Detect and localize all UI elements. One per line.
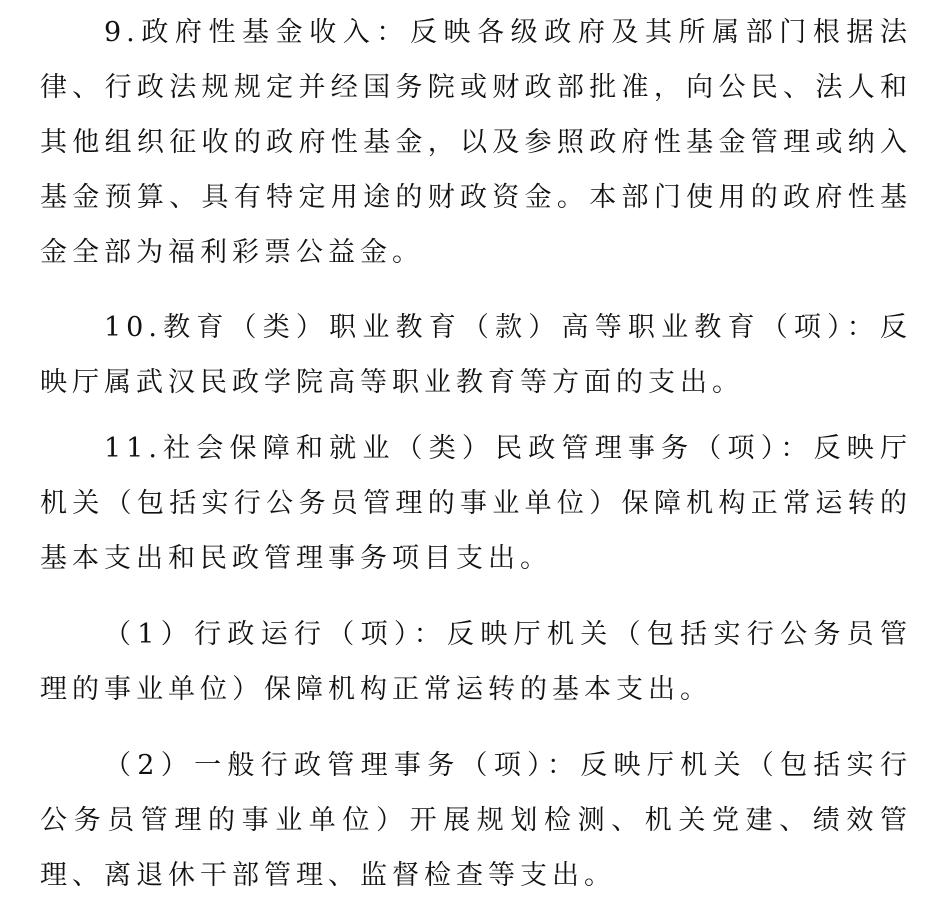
paragraph-civil-affairs-management: 11.社会保障和就业（类）民政管理事务（项）：反映厅机关（包括实行公务员管理的事业单位）保障机构正常运转的基本支出和民政管理事务项目支出。 [40,433,912,574]
paragraph-administrative-operation: （1）行政运行（项）：反映厅机关（包括实行公务员管理的事业单位）保障机构正常运转的基本支出。 [40,619,912,705]
paragraph-general-administrative-affairs: （2）一般行政管理事务（项）：反映厅机关（包括实行公务员管理的事业单位）开展规划检测、机关党建、绩效管理、离退休干部管理、监督检查等支出。 [40,750,912,891]
paragraph-vocational-education: 10.教育（类）职业教育（款）高等职业教育（项）：反映厅属武汉民政学院高等职业教育等方面的支出。 [40,312,912,398]
paragraph-government-fund-revenue: 9.政府性基金收入：反映各级政府及其所属部门根据法律、行政法规规定并经国务院或财政部批准，向公民、法人和其他组织征收的政府性基金，以及参照政府性基金管理或纳入基金预算、具有特定用途的财政资金。本部门使用的政府性基金全部为福利彩票公益金。 [40,17,912,268]
document-page [40,0,912,903]
